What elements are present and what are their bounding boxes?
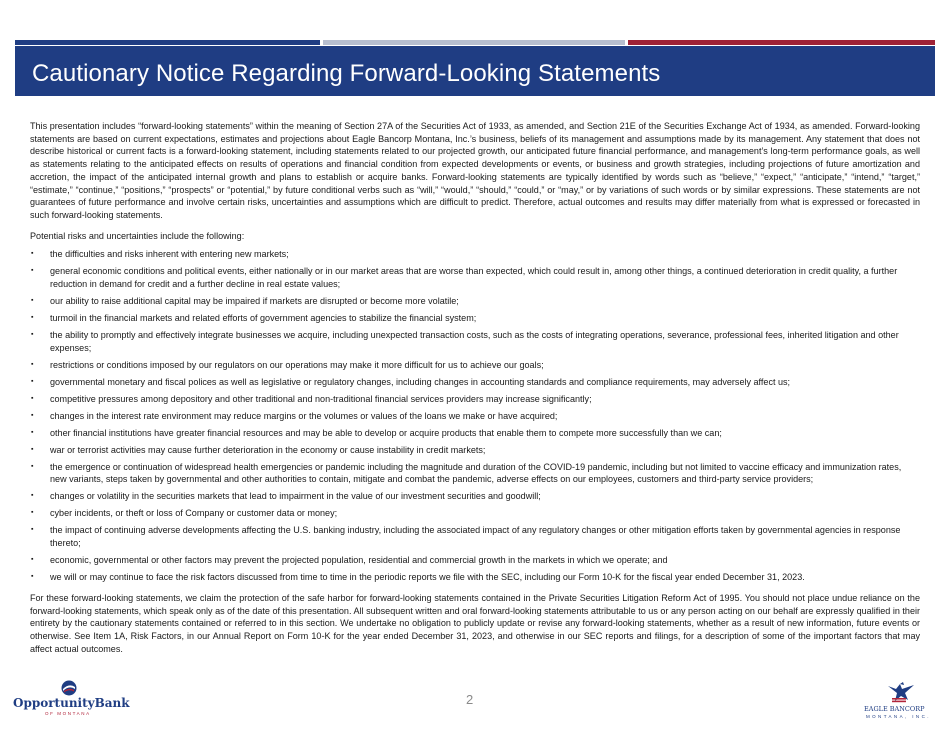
risk-item-text: our ability to raise additional capital may be impaired if markets are disrupted or become more volatile; — [50, 296, 459, 307]
risk-item — [30, 410, 920, 423]
risk-item-text: cyber incidents, or theft or loss of Company or customer data or money; — [50, 508, 338, 519]
bullet-icon: ▪ — [31, 250, 34, 258]
risk-item-text: the difficulties and risks inherent with entering new markets; — [50, 249, 289, 260]
bullet-icon: ▪ — [31, 509, 34, 517]
risk-item — [30, 393, 920, 406]
risk-item-text: governmental monetary and fiscal polices as well as legislative or regulatory changes, including changes in accounting standards and compliance requirements, may adversely affect us; — [50, 376, 791, 387]
risk-item — [30, 312, 920, 325]
bullet-icon: ▪ — [31, 377, 34, 385]
risk-item-text: we will or may continue to face the risk factors discussed from time to time in the periodic reports we file with the SEC, including our Form 10-K for the fiscal year ended December 31, 2023. — [50, 572, 805, 583]
bullet-icon: ▪ — [31, 314, 34, 322]
bullet-icon: ▪ — [31, 394, 34, 402]
eagle-bancorp-logo — [860, 680, 936, 722]
risk-item — [30, 248, 920, 261]
risk-item — [30, 359, 920, 372]
risk-item — [30, 524, 920, 549]
risk-list — [30, 248, 920, 584]
bullet-icon: ▪ — [31, 297, 34, 305]
title-banner — [15, 46, 935, 96]
top-accent-bars — [15, 40, 935, 45]
notice-content — [30, 120, 920, 655]
risk-item — [30, 329, 920, 354]
page-title: Cautionary Notice Regarding Forward-Looking Statements — [32, 60, 661, 87]
risk-item-text: economic, governmental or other factors may prevent the projected population, residential and commercial growth in the markets in which we operate; and — [50, 555, 668, 566]
bullet-icon: ▪ — [31, 462, 34, 470]
risk-item-text: changes or volatility in the securities markets that lead to impairment in the value of our investment securities and goodwill; — [50, 491, 541, 502]
risk-item — [30, 490, 920, 503]
risk-item-text: restrictions or conditions imposed by our regulators on our operations may make it more difficult for us to achieve our goals; — [50, 359, 544, 370]
bullet-icon: ▪ — [31, 556, 34, 564]
risk-item-text: the ability to promptly and effectively integrate businesses we acquire, including unexpected transaction costs, such as the costs of integrating operations, severance, professional fees, inherited litigation and other expenses; — [50, 330, 899, 353]
bullet-icon: ▪ — [31, 445, 34, 453]
intro-paragraph: This presentation includes “forward-looking statements” within the meaning of Section 27A of the Securities Act of 1933, as amended, and Section 21E of the Securities Exchange Act of 1934, as amended. Forward-looking statements are based on current expectations, estimates and projections about Eagle Bancorp Montana, Inc.’s business, beliefs of its management and assumptions made by its management. Any statement that does not describe historical or current facts is a forward-looking statement, including statements related to our projected growth, our anticipated future financial performance, and management’s long-term performance goals, as well as statements relating to the anticipated effects on results of operations and financial condition from expected developments or events, or business and growth strategies, including projections of future amortization and accretion, the impact of the anticipated internal growth and plans to establish or acquire banks. Forward-looking statements are typically identified by words such as “believe,” “expect,” “anticipate,” “intend,” “target,” “estimate,” “continue,” “positions,” “prospects” or “potential,” by future conditional verbs such as “will,” “would,” “should,” “could,” or “may,” or by variations of such words or by similar expressions. These statements are not guarantees of future performance and involve certain risks, uncertainties and assumptions which are difficult to predict. Therefore, actual outcomes and results may differ materially from what is expressed or forecasted in such forward-looking statements. — [30, 121, 920, 220]
bullet-icon: ▪ — [31, 411, 34, 419]
opportunity-bank-name: OpportunityBank — [13, 696, 130, 710]
flag-swoosh-icon — [60, 680, 78, 696]
risks-lead: Potential risks and uncertainties include the following: — [30, 230, 245, 241]
risk-item-text: the emergence or continuation of widespread health emergencies or pandemic including the magnitude and duration of the COVID-19 pandemic, including but not limited to vaccine efficacy and immunization rates, new variants, steps taken by governmental and other authorities to contain, mitigate and combat the pandemic, adverse effects on our employees, customers and third-party service providers; — [50, 461, 902, 485]
eagle-icon — [886, 680, 916, 704]
risk-item — [30, 444, 920, 457]
risk-item — [30, 461, 920, 486]
bullet-icon: ▪ — [31, 526, 34, 534]
risk-item — [30, 571, 920, 584]
opportunity-bank-sub: OF MONTANA — [45, 711, 91, 716]
risk-item — [30, 376, 920, 389]
risk-item-text: war or terrorist activities may cause further deterioration in the economy or cause instability in credit markets; — [50, 444, 486, 455]
risk-item-text: competitive pressures among depository and other traditional and non-traditional financial services providers may increase significantly; — [50, 393, 592, 404]
page-number: 2 — [466, 692, 474, 707]
accent-bar-gray — [323, 40, 625, 45]
risk-item-text: other financial institutions have greater financial resources and may be able to develop or acquire products that enable them to compete more successfully than we can; — [50, 427, 722, 438]
risk-item-text: changes in the interest rate environment may reduce margins or the volumes or values of the loans we make or have acquired; — [50, 410, 558, 421]
eagle-bancorp-sub: MONTANA, INC. — [866, 714, 931, 719]
risk-item — [30, 295, 920, 308]
risk-item — [30, 554, 920, 567]
bullet-icon: ▪ — [31, 331, 34, 339]
risk-item — [30, 265, 920, 290]
risk-item-text: turmoil in the financial markets and related efforts of government agencies to stabilize the financial system; — [50, 313, 477, 324]
risk-item-text: general economic conditions and political events, either nationally or in our market areas that are worse than expected, which could result in, among other things, a continued deterioration in credit quality, a further reduction in demand for credit and a further decline in real estate values; — [50, 266, 898, 290]
risk-item — [30, 507, 920, 520]
bullet-icon: ▪ — [31, 492, 34, 500]
closing-paragraph: For these forward-looking statements, we claim the protection of the safe harbor for forward-looking statements contained in the Private Securities Litigation Reform Act of 1995. You should not place undue reliance on the forward-looking statements, which speak only as of the date of this presentation. All subsequent written and oral forward-looking statements attributable to us or any person acting on our behalf are expressly qualified in their entirety by the cautionary statements contained or referred to in this section. We undertake no obligation to publicly update or revise any forward-looking statements, whether as a result of new information, future events or otherwise. See Item 1A, Risk Factors, in our Annual Report on Form 10-K for the year ended December 31, 2023, and otherwise in our SEC reports and filings, for a description of some of the important factors that may affect actual outcomes. — [30, 592, 920, 654]
bullet-icon: ▪ — [31, 360, 34, 368]
bullet-icon: ▪ — [31, 267, 34, 275]
risk-item — [30, 427, 920, 440]
risk-item-text: the impact of continuing adverse developments affecting the U.S. banking industry, including the associated impact of any regulatory changes or other mitigation efforts taken by governmental agencies in response thereto; — [50, 525, 901, 549]
accent-bar-red — [628, 40, 935, 45]
accent-bar-navy — [15, 40, 320, 45]
opportunity-bank-logo — [13, 680, 130, 720]
bullet-icon: ▪ — [31, 428, 34, 436]
bullet-icon: ▪ — [31, 573, 34, 581]
eagle-bancorp-name: EAGLE BANCORP — [864, 705, 925, 713]
